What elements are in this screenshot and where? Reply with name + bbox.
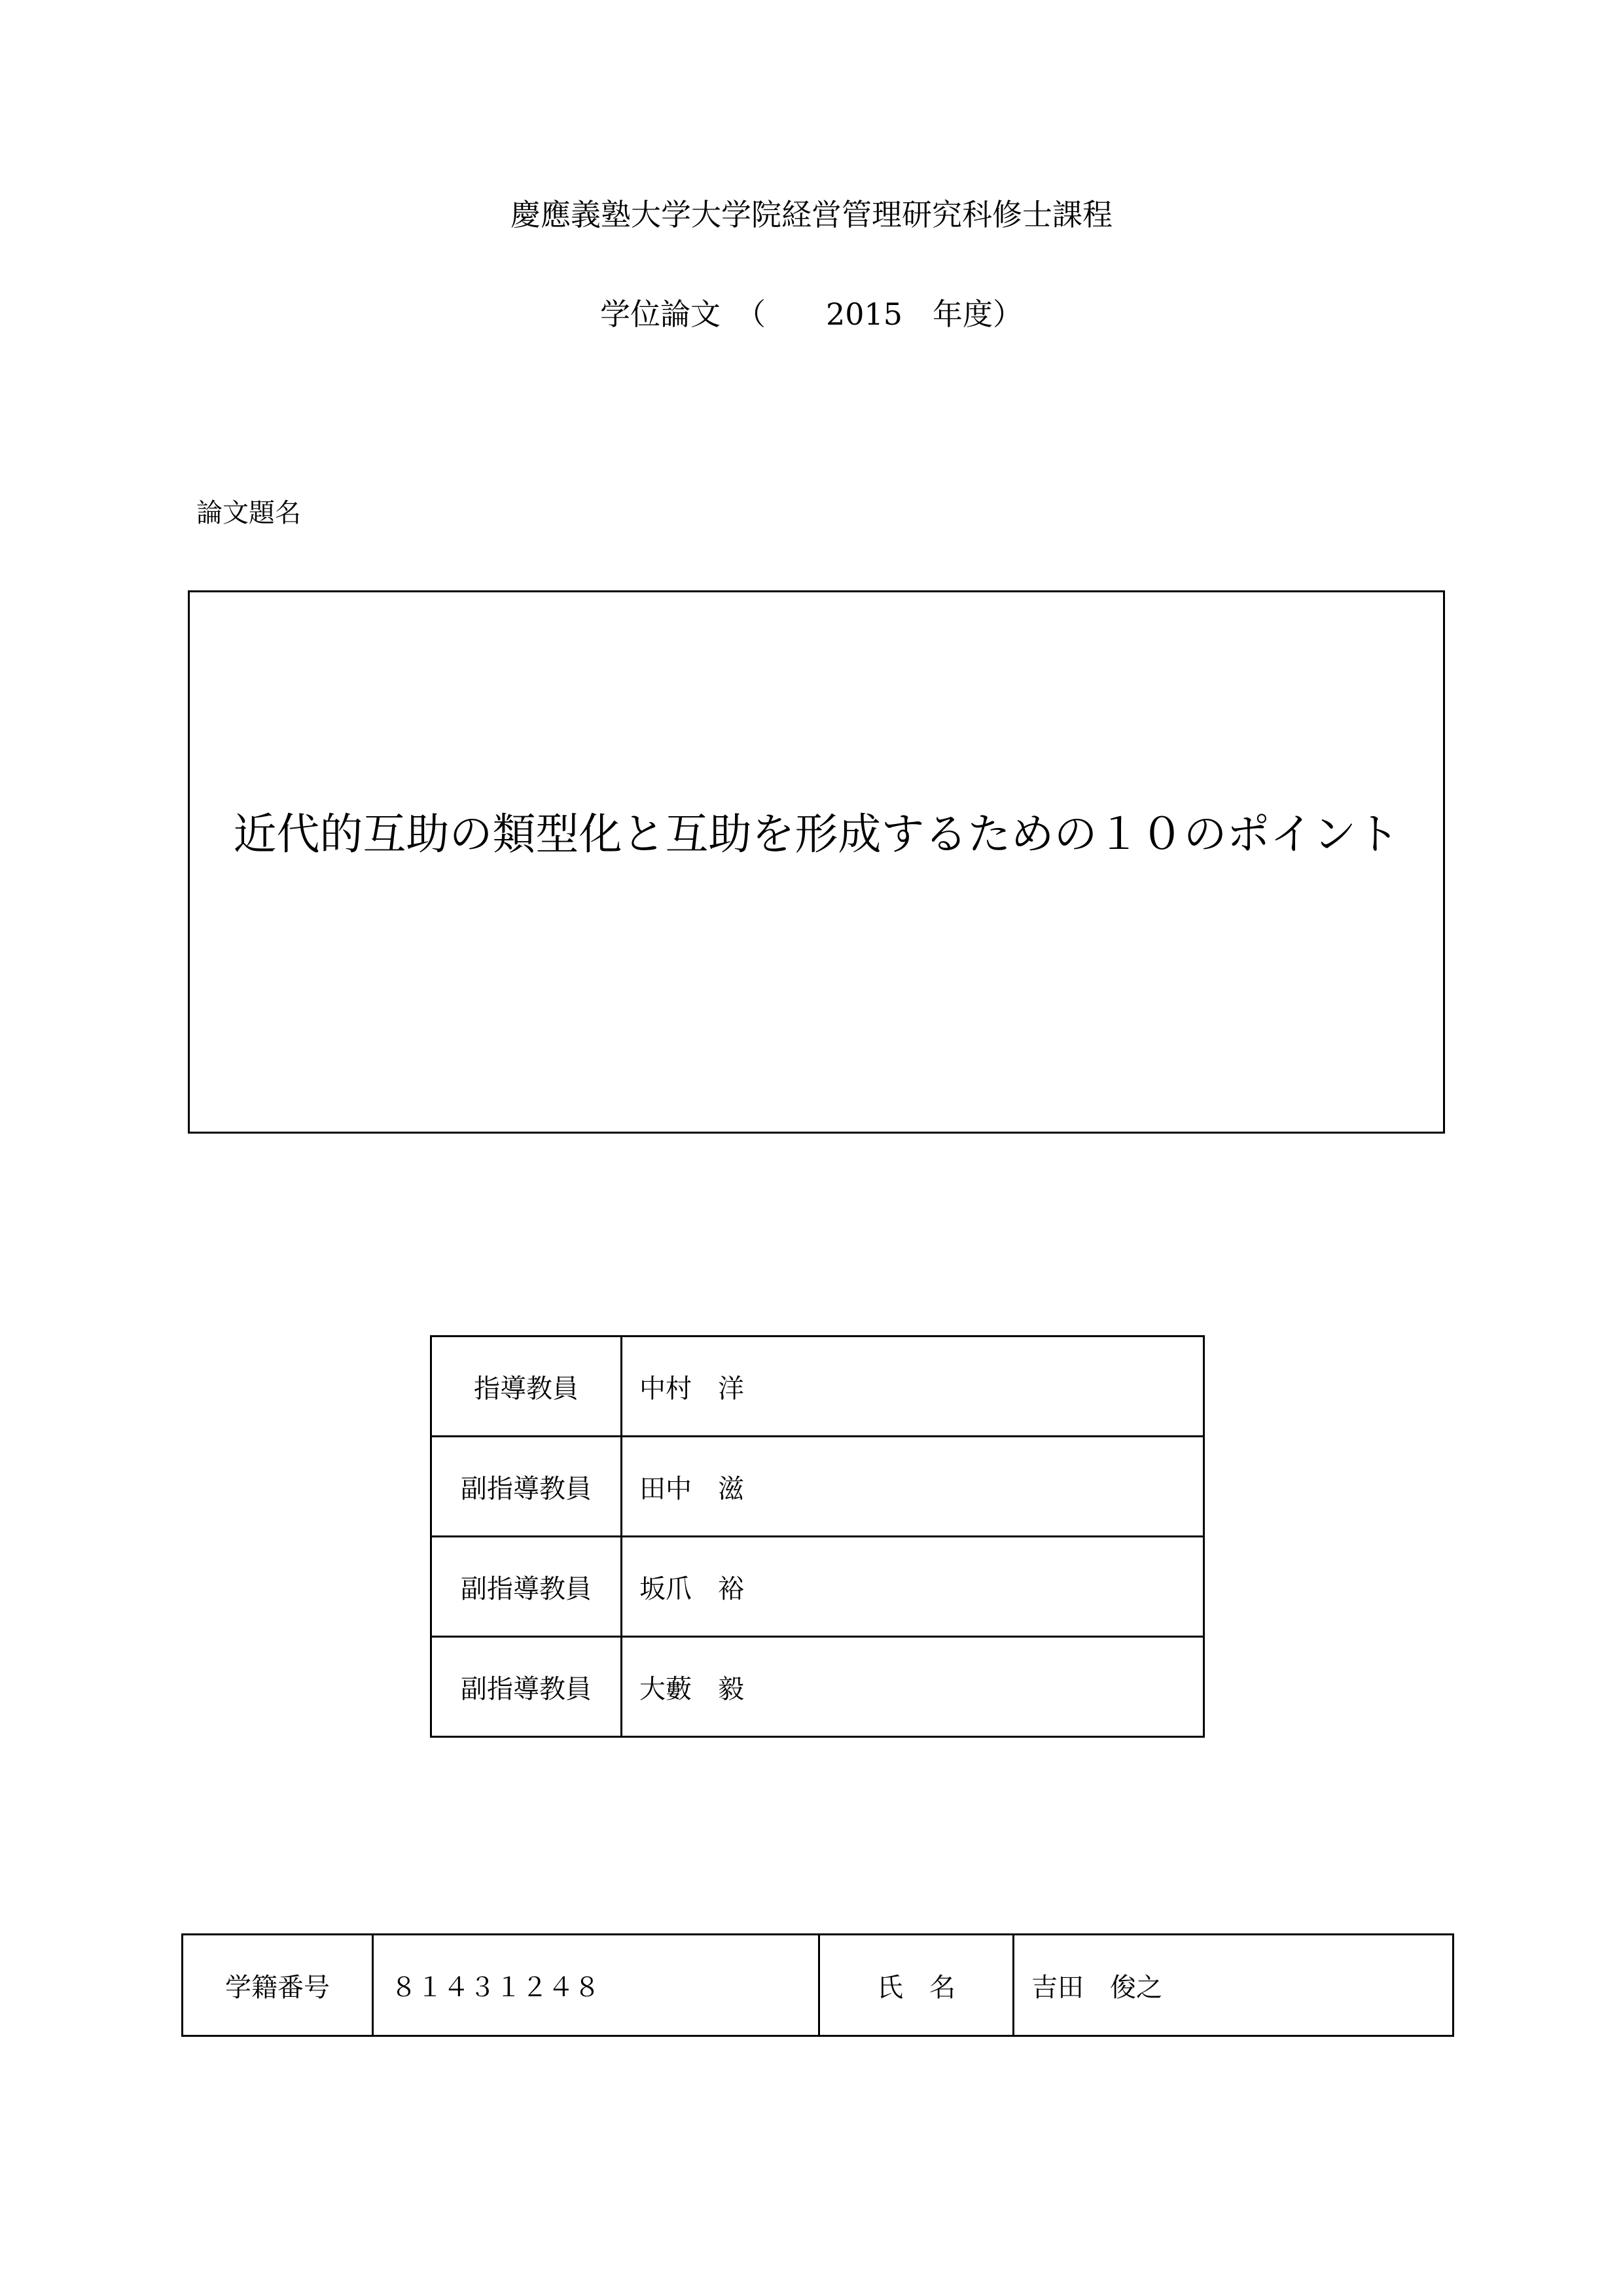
university-program-heading: 慶應義塾大学大学院経営管理研究科修士課程 (510, 197, 1113, 232)
thesis-title-label: 論文題名 (196, 498, 301, 528)
advisor-name: 田中 滋 (622, 1437, 1204, 1537)
student-id-value: ８１４３１２４８ (373, 1935, 819, 2036)
advisor-name: 大藪 毅 (622, 1637, 1204, 1737)
advisor-role: 指導教員 (431, 1336, 622, 1437)
degree-thesis-year: 学位論文 （ 2015 年度） (599, 296, 1024, 332)
advisor-role: 副指導教員 (431, 1437, 622, 1537)
table-row (183, 1935, 1454, 2036)
thesis-title: 近代的互助の類型化と互助を形成するための１０のポイント (233, 809, 1400, 859)
student-id-label: 学籍番号 (183, 1935, 373, 2036)
table-row (431, 1637, 1204, 1737)
advisor-table (430, 1335, 1205, 1738)
advisor-name: 坂爪 裕 (622, 1537, 1204, 1637)
table-row (431, 1437, 1204, 1537)
student-name-label: 氏 名 (819, 1935, 1014, 2036)
advisor-name: 中村 洋 (622, 1336, 1204, 1437)
table-row (431, 1336, 1204, 1437)
thesis-title-box (188, 590, 1445, 1134)
advisor-role: 副指導教員 (431, 1637, 622, 1737)
student-name-value: 吉田 俊之 (1014, 1935, 1454, 2036)
table-row (431, 1537, 1204, 1637)
student-info-table (181, 1933, 1454, 2037)
advisor-role: 副指導教員 (431, 1537, 622, 1637)
